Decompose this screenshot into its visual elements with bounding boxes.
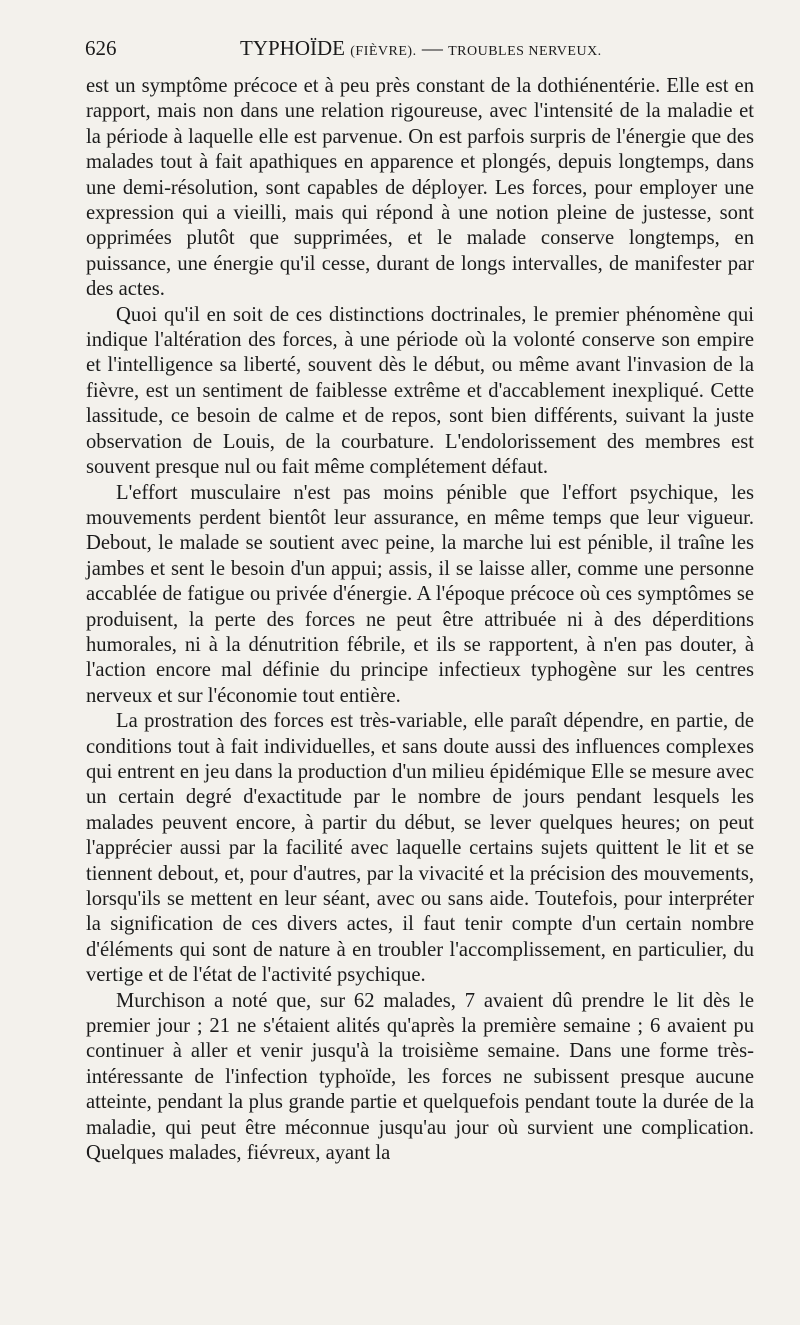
header-section: TROUBLES NERVEUX. bbox=[448, 44, 602, 59]
header-dash: — bbox=[421, 36, 443, 60]
paragraph-prostration: La prostration des forces est très-variable, elle paraît dépendre, en partie, de conditions tout à fait individuelles, et sans doute aussi des influences complexes qui entrent en jeu dans la production d'un milieu épidémique Elle se mesure avec un certain degré d'exactitude par le nombre de jours pendant lesquels les malades peuvent encore, à partir du début, se lever quelques heures; on peut l'apprécier aussi par la facilité avec laquelle certains sujets quittent le lit et se tiennent debout, et, pour d'autres, par la vivacité et la précision des mouvements, lorsqu'ils se mettent en leur séant, avec ou sans aide. Toutefois, pour interpréter la signification de ces divers actes, il faut tenir compte d'un certain nombre d'éléments qui sont de nature à en troubler l'accomplissement, en particulier, du vertige et de l'état de l'activité psychique. bbox=[86, 710, 754, 987]
paragraph-effort-musculaire: L'effort musculaire n'est pas moins pénible que l'effort psychique, les mouvements perdent bientôt leur assurance, en même temps que leur vigueur. Debout, le malade se soutient avec peine, la marche lui est pénible, il traîne les jambes et sent le besoin d'un appui; assis, il se laisse aller, comme une personne accablée de fatigue ou privée d'énergie. A l'époque précoce où ces symptômes se produisent, la perte des forces ne peut être attribuée ni à des déperditions humorales, ni à la dénutrition fébrile, et ils se rapportent, à n'en pas douter, à l'action encore mal définie du principe infectieux typhogène sur les centres nerveux et sur l'économie tout entière. bbox=[86, 481, 754, 707]
header-qualifier: (FIÈVRE). bbox=[350, 44, 417, 59]
page-number: 626 bbox=[85, 36, 117, 60]
paragraph-continued: est un symptôme précoce et à peu près constant de la dothiénentérie. Elle est en rapport, mais non dans une relation rigoureuse, avec l'intensité de la maladie et la période à laquelle elle est parvenue. On est parfois surpris de l'énergie que des malades tout à fait apathiques en apparence et plongés, depuis longtemps, dans une demi-résolution, sont capables de déployer. Les forces, pour employer une expression qui a vieilli, mais qui répond à une notion pleine de justesse, sont opprimées plutôt que supprimées, et le malade conserve longtemps, en puissance, une énergie qu'il cesse, durant de longs intervalles, de manifester par des actes. bbox=[86, 75, 754, 301]
paragraph-distinctions: Quoi qu'il en soit de ces distinctions doctrinales, le premier phénomène qui indique l'altération des forces, à une période où la volonté conserve son empire et l'intelligence sa liberté, souvent dès le début, ou même avant l'invasion de la fièvre, est un sentiment de faiblesse extrême et d'accablement inexpliqué. Cette lassitude, ce besoin de calme et de repos, sont bien différents, suivant la juste observation de Louis, de la courbature. L'endolorissement des membres est souvent presque nul ou fait même complétement défaut. bbox=[86, 303, 754, 479]
body-text bbox=[86, 74, 754, 1166]
header-title: TYPHOÏDE bbox=[240, 36, 345, 60]
running-title bbox=[240, 36, 602, 61]
running-header bbox=[85, 36, 750, 64]
paragraph-murchison: Murchison a noté que, sur 62 malades, 7 avaient dû prendre le lit dès le premier jour ; 21 ne s'étaient alités qu'après la première semaine ; 6 avaient pu continuer à aller et venir jusqu'à la troisième semaine. Dans une forme très-intéressante de l'infection typhoïde, les forces ne subissent presque aucune atteinte, pendant la plus grande partie et quelquefois pendant toute la durée de la maladie, qui peut être méconnue jusqu'au jour où survient une complication. Quelques malades, fiévreux, ayant la bbox=[86, 989, 754, 1165]
